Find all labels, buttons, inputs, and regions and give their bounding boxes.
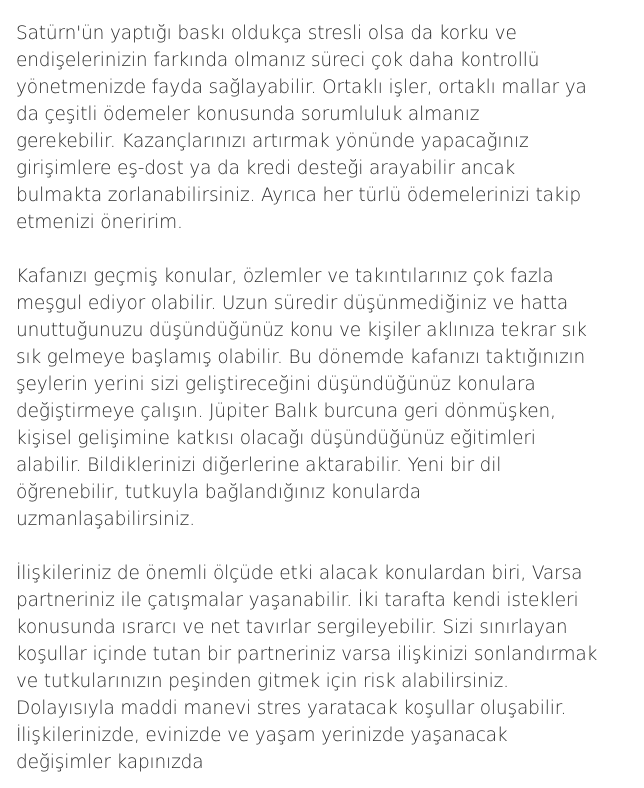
- text-line: kişisel gelişimine katkısı olacağı düşündüğünüz eğitimleri: [16, 428, 536, 449]
- text-line: değiştirmeye çalışın. Jüpiter Balık burcuna geri dönmüşken,: [16, 401, 556, 422]
- text-line: koşullar içinde tutan bir partneriniz varsa ilişkinizi sonlandırmak: [16, 644, 598, 665]
- text-line: Kafanızı geçmiş konular, özlemler ve takıntılarınız çok fazla: [16, 266, 554, 287]
- text-line: ve tutkularınızın peşinden gitmek için risk alabilirsiniz.: [16, 671, 509, 692]
- text-line: değişimler kapınızda: [16, 752, 204, 773]
- text-line: etmenizi öneririm.: [16, 212, 183, 233]
- text-line: uzmanlaşabilirsiniz.: [16, 509, 195, 530]
- text-line: yönetmenizde fayda sağlayabilir. Ortaklı işler, ortaklı mallar ya: [16, 77, 587, 98]
- paragraph-spacer: [16, 533, 628, 560]
- text-line: İlişkileriniz de önemli ölçüde etki alacak konulardan biri, Varsa: [16, 563, 583, 584]
- text-line: meşgul ediyor olabilir. Uzun süredir düşünmediğiniz ve hatta: [16, 293, 569, 314]
- paragraph-jupiter: [16, 263, 628, 533]
- text-line: öğrenebilir, tutkuyla bağlandığınız konularda: [16, 482, 421, 503]
- text-line: konusunda ısrarcı ve net tavırlar sergileyebilir. Sizi sınırlayan: [16, 617, 568, 638]
- text-line: sık gelmeye başlamış olabilir. Bu dönemde kafanızı taktığınızın: [16, 347, 586, 368]
- text-line: Satürn'ün yaptığı baskı oldukça stresli olsa da korku ve: [16, 23, 517, 44]
- text-line: da çeşitli ödemeler konusunda sorumluluk almanız: [16, 104, 480, 125]
- text-line: endişelerinizin farkında olmanız süreci çok daha kontrollü: [16, 50, 540, 71]
- text-line: unuttuğunuzu düşündüğünüz konu ve kişiler aklınıza tekrar sık: [16, 320, 587, 341]
- text-line: partneriniz ile çatışmalar yaşanabilir. İki tarafta kendi istekleri: [16, 590, 579, 611]
- text-line: şeylerin yerini sizi geliştireceğini düşündüğünüz konulara: [16, 374, 536, 395]
- text-line: İlişkilerinizde, evinizde ve yaşam yerinizde yaşanacak: [16, 725, 508, 746]
- text-line: Dolayısıyla maddi manevi stres yaratacak koşullar oluşabilir.: [16, 698, 567, 719]
- text-line: gerekebilir. Kazançlarınızı artırmak yönünde yapacağınız: [16, 131, 529, 152]
- text-line: girişimlere eş-dost ya da kredi desteği arayabilir ancak: [16, 158, 516, 179]
- paragraph-spacer: [16, 236, 628, 263]
- paragraph-saturn: [16, 20, 628, 236]
- text-line: bulmakta zorlanabilirsiniz. Ayrıca her türlü ödemelerinizi takip: [16, 185, 581, 206]
- paragraph-relationships: [16, 560, 628, 776]
- text-line: alabilir. Bildiklerinizi diğerlerine aktarabilir. Yeni bir dil: [16, 455, 502, 476]
